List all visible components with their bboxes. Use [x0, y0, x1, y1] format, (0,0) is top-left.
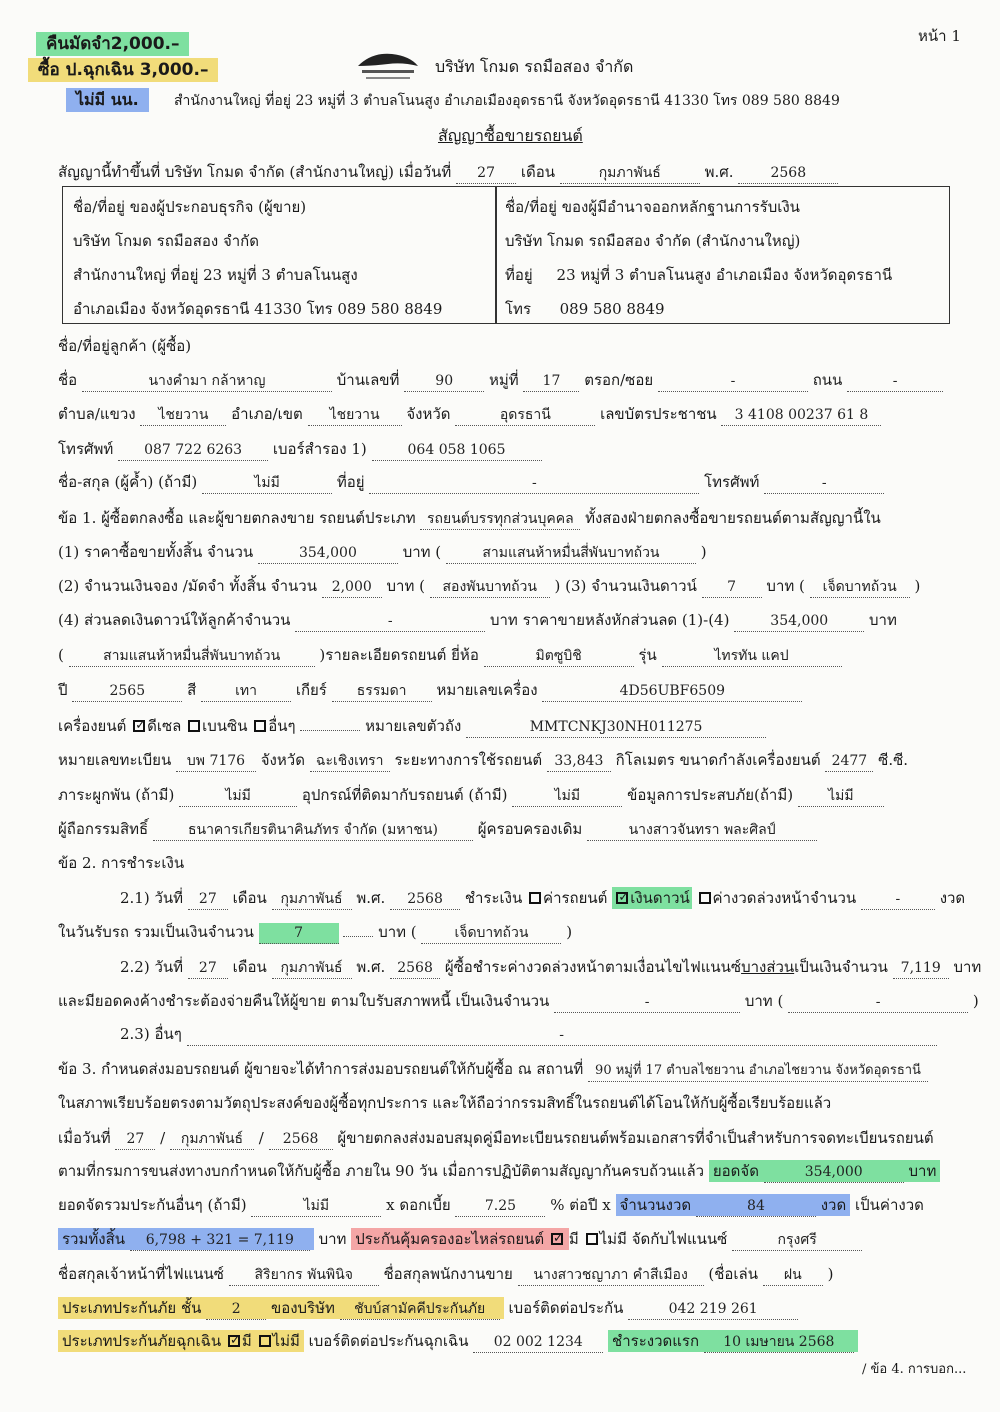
clause3-line-3: เมื่อวันที่ 27 / กุมภาพันธ์ / 2568 ผู้ขายตกลงส่งมอบสมุดคู่มือทะเบียนรถยนต์พร้อมเอกสารที่จำเป็นสำหรับการจดทะเบียนรถยนต์: [58, 1128, 934, 1150]
clause3-line-6: รวมทั้งสิ้น 6,798 + 321 = 7,119 บาท ประกันคุ้มครองอะไหล่รถยนต์ ✓ มี ไม่มี จัดกับไฟแนนซ์ กรุงศรี: [58, 1229, 862, 1251]
insurance-class[interactable]: 2: [206, 1299, 266, 1320]
price-words[interactable]: สามแสนห้าหมื่นสี่พันบาทถ้วน: [446, 543, 696, 564]
previous-owner[interactable]: นางสาวจันทรา พละศิลป์: [587, 820, 817, 841]
clause1-owner: ผู้ถือกรรมสิทธิ์ ธนาคารเกียรตินาคินภัทร จำกัด (มหาชน) ผู้ครอบครองเดิม นางสาวจันทรา พละศิลป์: [58, 819, 817, 841]
car-color[interactable]: เทา: [201, 681, 291, 702]
buyer-phone2[interactable]: 064 058 1065: [372, 440, 542, 461]
petrol-checkbox[interactable]: [188, 720, 200, 732]
chassis-number[interactable]: MMTCNKJ30NH011275: [466, 717, 766, 738]
net-amount[interactable]: 354,000: [734, 611, 864, 632]
emergency-none-checkbox[interactable]: [259, 1335, 271, 1347]
clause3-line-9: ประเภทประกันภัยฉุกเฉิน ✓ มี ไม่มี เบอร์ติดต่อประกันฉุกเฉิน 02 002 1234 ชำระงวดแรก 10 เมษายน 2568: [58, 1331, 858, 1353]
engine-cc[interactable]: 2477: [825, 751, 873, 772]
sticker-deposit-return: คืนมัดจำ2,000.–: [36, 32, 189, 56]
clause1-brand: ( สามแสนห้าหมื่นสี่พันบาทถ้วน )รายละเอียดรถยนต์ ยี่ห้อ มิตซูบิชิ รุ่น ไทรทัน แคป: [58, 645, 842, 667]
interest-rate[interactable]: 7.25: [455, 1196, 545, 1217]
net-words[interactable]: สามแสนห้าหมื่นสี่พันบาทถ้วน: [69, 646, 315, 667]
clause1-line-1: ข้อ 1. ผู้ซื้อตกลงซื้อ และผู้ขายตกลงขาย รถยนต์ประเภท รถยนต์บรรทุกส่วนบุคคล ทั้งสองฝ่ายตกลงซื้อขายรถยนต์ตามสัญญานี้ใน: [58, 508, 881, 530]
company-address: สำนักงานใหญ่ ที่อยู่ 23 หมู่ที่ 3 ตำบลโนนสูง อำเภอเมืองอุดรธานี จังหวัดอุดรธานี 41330 โทร 089 580 8849: [174, 93, 840, 109]
finance-officer[interactable]: สิริยากร พันพินิจ: [229, 1265, 379, 1286]
s2-year[interactable]: 2568: [390, 958, 440, 979]
plate-province[interactable]: ฉะเชิงเทรา: [310, 751, 390, 772]
clause1-year: ปี 2565 สี เทา เกียร์ ธรรมดา หมายเลขเครื่อง 4D56UBF6509: [58, 680, 802, 702]
clause1-price: (1) ราคาซื้อขายทั้งสิ้น จำนวน 354,000 บาท ( สามแสนห้าหมื่นสี่พันบาทถ้วน ): [58, 542, 707, 564]
s1-year[interactable]: 2568: [390, 889, 460, 910]
clause2-heading: ข้อ 2. การชำระเงิน: [58, 854, 185, 872]
buyer-name[interactable]: นางคำมา กล้าหาญ: [82, 371, 332, 392]
other-finance[interactable]: ไม่มี: [251, 1196, 381, 1217]
intro-year[interactable]: 2568: [738, 163, 838, 184]
clause2-1: 2.1) วันที่ 27 เดือน กุมภาพันธ์ พ.ศ. 2568 ชำระเงิน ค่ารถยนต์ ✓ เงินดาวน์ ค่างวดล่วงหน้าจำนวน - งวด: [120, 888, 965, 910]
accident-info[interactable]: ไม่มี: [798, 786, 884, 807]
seller-left-4: อำเภอเมือง จังหวัดอุดรธานี 41330 โทร 089 580 8849: [73, 300, 443, 318]
insurance-phone[interactable]: 042 219 261: [628, 1299, 798, 1320]
installment-total[interactable]: 6,798 + 321 = 7,119: [130, 1230, 310, 1251]
down-words[interactable]: เจ็ดบาทถ้วน: [810, 577, 910, 598]
s3-value[interactable]: -: [187, 1025, 937, 1046]
s2-remain-words[interactable]: -: [788, 992, 968, 1013]
accessory[interactable]: ไม่มี: [512, 786, 622, 807]
clause2-2-remain: และมียอดคงค้างชำระต้องจ่ายคืนให้ผู้ขาย ตามใบรับสภาพหนี้ เป็นเงินจำนวน - บาท ( - ): [58, 991, 979, 1013]
s1-words[interactable]: เจ็ดบาทถ้วน: [421, 923, 561, 944]
buyer-tambon[interactable]: ไชยวาน: [140, 405, 226, 426]
sticker-emergency-buy: ซื้อ ป.ฉุกเฉิน 3,000.–: [28, 58, 218, 82]
clause2-2: 2.2) วันที่ 27 เดือน กุมภาพันธ์ พ.ศ. 2568 ผู้ซื้อชำระค่างวดล่วงหน้าตามเงื่อนไขไฟแนนซ์บางส่วนเป็นเงินจำนวน 7,119 บาท: [120, 957, 981, 979]
car-type[interactable]: รถยนต์บรรทุกส่วนบุคคล: [420, 509, 580, 530]
seller-right-2: บริษัท โกมด รถมือสอง จำกัด (สำนักงานใหญ่): [505, 232, 801, 250]
burden[interactable]: ไม่มี: [179, 786, 297, 807]
guarantor-line: ชื่อ-สกุล (ผู้ค้ำ) (ถ้ามี) ไม่มี ที่อยู่ - โทรศัพท์ -: [58, 472, 884, 494]
pay-car-checkbox[interactable]: [529, 892, 541, 904]
parts-have-checkbox[interactable]: [551, 1233, 563, 1245]
seller-right-1: ชื่อ/ที่อยู่ ของผู้มีอำนาจออกหลักฐานการรับเงิน: [505, 198, 800, 216]
s1-month[interactable]: กุมภาพันธ์: [272, 889, 352, 910]
plate-number[interactable]: บพ 7176: [176, 751, 256, 772]
sticker-no-ref: ไม่มี นน.: [66, 88, 149, 112]
intro-day[interactable]: 27: [456, 163, 516, 184]
down-amount[interactable]: 7: [702, 577, 762, 598]
clause3-line-7: ชื่อสกุลเจ้าหน้าที่ไฟแนนซ์ สิริยากร พันพินิจ ชื่อสกุลพนักงานขาย นางสาวชญาภา คำสีเมือง (ชื่อเล่น ฝน ): [58, 1264, 833, 1286]
buyer-line-1: ชื่อ นางคำมา กล้าหาญ บ้านเลขที่ 90 หมู่ที่ 17 ตรอก/ซอย - ถนน -: [58, 370, 943, 392]
contract-title: สัญญาซื้อขายรถยนต์: [438, 126, 583, 145]
clause3-line-8: ประเภทประกันภัย ชั้น 2 ของบริษัท ชับบ์สามัคคีประกันภัย เบอร์ติดต่อประกัน 042 219 261: [58, 1298, 798, 1320]
buyer-moo[interactable]: 17: [523, 371, 579, 392]
car-brand[interactable]: มิตซูบิชิ: [484, 646, 634, 667]
company-logo: [352, 46, 424, 86]
clause3-line-5: ยอดจัดรวมประกันอื่นๆ (ถ้ามี) ไม่มี x ดอกเบี้ย 7.25 % ต่อปี x จำนวนงวด 84 งวด เป็นค่างวด: [58, 1195, 924, 1217]
clause1-plate: หมายเลขทะเบียน บพ 7176 จังหวัด ฉะเชิงเทรา ระยะทางการใช้รถยนต์ 33,843 กิโลเมตร ขนาดกำลังเครื่องยนต์ 2477 ซี.ซี.: [58, 750, 908, 772]
insurance-company[interactable]: ชับบ์สามัคคีประกันภัย: [340, 1299, 500, 1320]
parts-none-checkbox[interactable]: [586, 1233, 598, 1245]
emergency-have-checkbox[interactable]: [228, 1335, 240, 1347]
deposit-words[interactable]: สองพันบาทถ้วน: [430, 577, 550, 598]
guarantor-address[interactable]: -: [369, 473, 699, 494]
clause1-burden: ภาระผูกพัน (ถ้ามี) ไม่มี อุปกรณ์ที่ติดมากับรถยนต์ (ถ้ามี) ไม่มี ข้อมูลการประสบภัย(ถ้ามี) ไม่มี: [58, 785, 884, 807]
delivery-month[interactable]: กุมภาพันธ์: [170, 1129, 254, 1150]
s2-amount[interactable]: 7,119: [893, 958, 949, 979]
s2-remain[interactable]: -: [554, 992, 740, 1013]
engine-number[interactable]: 4D56UBF6509: [542, 681, 802, 702]
intro-month[interactable]: กุมภาพันธ์: [560, 163, 700, 184]
s2-day[interactable]: 27: [188, 958, 228, 979]
delivery-day[interactable]: 27: [115, 1129, 155, 1150]
clause1-engine: เครื่องยนต์ ✓ ดีเซล เบนซิน อื่นๆ หมายเลขตัวถัง MMTCNKJ30NH011275: [58, 716, 766, 738]
buyer-province[interactable]: อุดรธานี: [455, 405, 595, 426]
deposit-amount[interactable]: 2,000: [322, 577, 382, 598]
buyer-id[interactable]: 3 4108 00237 61 8: [721, 405, 881, 426]
guarantor-phone[interactable]: -: [764, 473, 884, 494]
car-year[interactable]: 2565: [72, 681, 182, 702]
s1-day[interactable]: 27: [188, 889, 228, 910]
mileage[interactable]: 33,843: [547, 751, 611, 772]
clause1-discount: (4) ส่วนลดเงินดาวน์ให้ลูกค้าจำนวน - บาท ราคาขายหลังหักส่วนลด (1)-(4) 354,000 บาท: [58, 610, 897, 632]
seller-box: [62, 186, 950, 324]
clause2-3: 2.3) อื่นๆ -: [120, 1024, 937, 1046]
buyer-line-3: โทรศัพท์ 087 722 6263 เบอร์สำรอง 1) 064 058 1065: [58, 439, 542, 461]
owner[interactable]: ธนาคารเกียรตินาคินภัทร จำกัด (มหาชน): [153, 820, 473, 841]
diesel-checkbox[interactable]: [133, 720, 145, 732]
term-count[interactable]: 84: [696, 1196, 816, 1217]
seller-left-2: บริษัท โกมด รถมือสอง จำกัด: [73, 232, 259, 250]
footer-note: / ข้อ 4. การบอก...: [862, 1362, 967, 1377]
clause2-1-total: ในวันรับรถ รวมเป็นเงินจำนวน 7 บาท ( เจ็ดบาทถ้วน ): [58, 922, 572, 944]
pay-advance-checkbox[interactable]: [699, 892, 711, 904]
clause1-deposit: (2) จำนวนเงินจอง /มัดจำ ทั้งสิ้น จำนวน 2,000 บาท ( สองพันบาทถ้วน ) (3) จำนวนเงินดาวน์ 7 บาท ( เจ็ดบาทถ้วน ): [58, 576, 920, 598]
guarantor-name[interactable]: ไม่มี: [202, 473, 332, 494]
buyer-house[interactable]: 90: [404, 371, 484, 392]
seller-left-1: ชื่อ/ที่อยู่ ของผู้ประกอบธุรกิจ (ผู้ขาย): [73, 198, 307, 216]
discount-amount[interactable]: -: [295, 611, 485, 632]
buyer-heading: ชื่อ/ที่อยู่ลูกค้า (ผู้ซื้อ): [58, 337, 192, 355]
sales-nickname[interactable]: ฝน: [763, 1265, 823, 1286]
pay-down-checkbox[interactable]: [616, 892, 628, 904]
emergency-phone[interactable]: 02 002 1234: [473, 1332, 603, 1353]
s1-total[interactable]: 7: [259, 923, 339, 944]
clause3-line-4: ตามที่กรมการขนส่งทางบกกำหนดให้กับผู้ซื้อ ภายใน 90 วัน เมื่อการปฏิบัติตามสัญญากันครบถ้วนแล้ว ยอดจัด 354,000 บาท: [58, 1161, 940, 1183]
buyer-phone[interactable]: 087 722 6263: [118, 440, 268, 461]
finance-amount[interactable]: 354,000: [764, 1162, 904, 1183]
buyer-line-2: ตำบล/แขวง ไชยวาน อำเภอ/เขต ไชยวาน จังหวัด อุดรธานี เลขบัตรประชาชน 3 4108 00237 61 8: [58, 404, 881, 426]
seller-left-3: สำนักงานใหญ่ ที่อยู่ 23 หมู่ที่ 3 ตำบลโนนสูง: [73, 266, 358, 284]
buyer-soi[interactable]: -: [658, 371, 808, 392]
car-gear[interactable]: ธรรมดา: [332, 681, 432, 702]
seller-right-3: ที่อยู่ 23 หมู่ที่ 3 ตำบลโนนสูง อำเภอเมือง จังหวัดอุดรธานี: [505, 266, 893, 284]
seller-right-4: โทร 089 580 8849: [505, 300, 665, 318]
other-fuel-checkbox[interactable]: [254, 720, 266, 732]
clause3-line-1: ข้อ 3. กำหนดส่งมอบรถยนต์ ผู้ขายจะได้ทำการส่งมอบรถยนต์ให้กับผู้ซื้อ ณ สถานที่ 90 หมู่ที่ 17 ตำบลไชยวาน อำเภอไชยวาน จังหวัดอุดรธานี: [58, 1059, 928, 1082]
s1-installments[interactable]: -: [861, 889, 935, 910]
intro-line: สัญญานี้ทำขึ้นที่ บริษัท โกมด จำกัด (สำนักงานใหญ่) เมื่อวันที่ 27 เดือน กุมภาพันธ์ พ.ศ. 2568: [58, 162, 838, 184]
page-number: หน้า 1: [918, 27, 961, 45]
finance-company[interactable]: กรุงศรี: [732, 1230, 862, 1251]
buyer-road[interactable]: -: [847, 371, 943, 392]
first-payment-date[interactable]: 10 เมษายน 2568: [704, 1332, 854, 1353]
clause3-line-2: ในสภาพเรียบร้อยตรงตามวัตถุประสงค์ของผู้ซื้อทุกประการ และให้ถือว่ากรรมสิทธิ์ในรถยนต์ได้โอนให้กับผู้ซื้อเรียบร้อยแล้ว: [58, 1094, 832, 1112]
sales-person[interactable]: นางสาวชญาภา คำสีเมือง: [518, 1265, 704, 1286]
price-amount[interactable]: 354,000: [258, 543, 398, 564]
company-name: บริษัท โกมด รถมือสอง จำกัด: [435, 57, 634, 76]
car-model[interactable]: ไทรทัน แคป: [662, 646, 842, 667]
delivery-place[interactable]: 90 หมู่ที่ 17 ตำบลไชยวาน อำเภอไชยวาน จังหวัดอุดรธานี: [588, 1061, 928, 1082]
buyer-amphoe[interactable]: ไชยวาน: [308, 405, 402, 426]
s2-month[interactable]: กุมภาพันธ์: [272, 958, 352, 979]
delivery-year[interactable]: 2568: [269, 1129, 333, 1150]
